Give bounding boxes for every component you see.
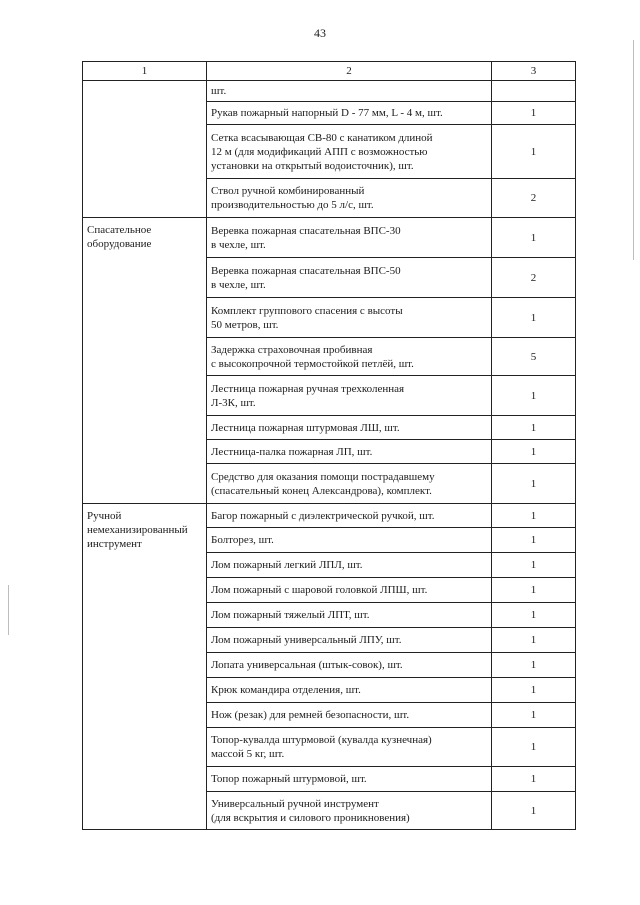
item-quantity: 2 [492, 258, 576, 298]
category-cell [83, 81, 207, 218]
item-quantity: 1 [492, 416, 576, 440]
item-quantity: 1 [492, 440, 576, 464]
item-quantity: 1 [492, 792, 576, 830]
item-quantity: 1 [492, 376, 576, 416]
item-quantity: 1 [492, 298, 576, 338]
item-name: Лестница пожарная штурмовая ЛШ, шт. [207, 416, 492, 440]
item-quantity: 1 [492, 728, 576, 767]
page-number: 43 [314, 26, 326, 40]
item-name: Крюк командира отделения, шт. [207, 678, 492, 703]
item-name: Веревка пожарная спасательная ВПС-30 в чехле, шт. [207, 218, 492, 258]
item-quantity: 1 [492, 578, 576, 603]
item-name: Нож (резак) для ремней безопасности, шт. [207, 703, 492, 728]
table-header-row [83, 62, 576, 81]
item-name: шт. [207, 81, 492, 102]
item-quantity: 2 [492, 179, 576, 218]
scan-artifact-line [8, 585, 9, 635]
item-quantity: 1 [492, 464, 576, 504]
scan-artifact-line [633, 40, 634, 260]
column-header-2: 2 [207, 62, 492, 81]
column-header-1: 1 [83, 62, 207, 81]
item-quantity: 1 [492, 703, 576, 728]
item-quantity: 1 [492, 653, 576, 678]
column-header-3: 3 [492, 62, 576, 81]
item-name: Сетка всасывающая СВ-80 с канатиком длиной 12 м (для модификаций АПП с возможностью установки на открытый водоисточник), шт. [207, 125, 492, 179]
equipment-table [82, 61, 576, 830]
item-quantity: 1 [492, 628, 576, 653]
item-quantity: 1 [492, 603, 576, 628]
item-name: Ствол ручной комбинированный производительностью до 5 л/с, шт. [207, 179, 492, 218]
item-name: Лом пожарный с шаровой головкой ЛПШ, шт. [207, 578, 492, 603]
item-name: Багор пожарный с диэлектрической ручкой, шт. [207, 504, 492, 528]
item-quantity: 1 [492, 125, 576, 179]
item-name: Задержка страховочная пробивная с высокопрочной термостойкой петлёй, шт. [207, 338, 492, 376]
item-name: Лом пожарный тяжелый ЛПТ, шт. [207, 603, 492, 628]
item-name: Рукав пожарный напорный D - 77 мм, L - 4 м, шт. [207, 102, 492, 125]
item-name: Комплект группового спасения с высоты 50 метров, шт. [207, 298, 492, 338]
item-quantity: 1 [492, 528, 576, 553]
table-row [83, 504, 576, 528]
item-name: Веревка пожарная спасательная ВПС-50 в чехле, шт. [207, 258, 492, 298]
item-quantity: 5 [492, 338, 576, 376]
item-quantity: 1 [492, 218, 576, 258]
category-cell: Спасательное оборудование [83, 218, 207, 504]
item-quantity [492, 81, 576, 102]
category-cell: Ручной немеханизированный инструмент [83, 504, 207, 830]
item-quantity: 1 [492, 678, 576, 703]
item-name: Лом пожарный универсальный ЛПУ, шт. [207, 628, 492, 653]
table-row [83, 81, 576, 102]
item-name: Топор-кувалда штурмовой (кувалда кузнечная) массой 5 кг, шт. [207, 728, 492, 767]
item-name: Болторез, шт. [207, 528, 492, 553]
item-name: Универсальный ручной инструмент (для вскрытия и силового проникновения) [207, 792, 492, 830]
item-quantity: 1 [492, 553, 576, 578]
item-quantity: 1 [492, 504, 576, 528]
item-quantity: 1 [492, 102, 576, 125]
item-name: Топор пожарный штурмовой, шт. [207, 767, 492, 792]
item-name: Лом пожарный легкий ЛПЛ, шт. [207, 553, 492, 578]
item-quantity: 1 [492, 767, 576, 792]
item-name: Лопата универсальная (штык-совок), шт. [207, 653, 492, 678]
table-row [83, 218, 576, 258]
item-name: Лестница-палка пожарная ЛП, шт. [207, 440, 492, 464]
item-name: Средство для оказания помощи пострадавшему (спасательный конец Александрова), комплект. [207, 464, 492, 504]
item-name: Лестница пожарная ручная трехколенная Л-3К, шт. [207, 376, 492, 416]
